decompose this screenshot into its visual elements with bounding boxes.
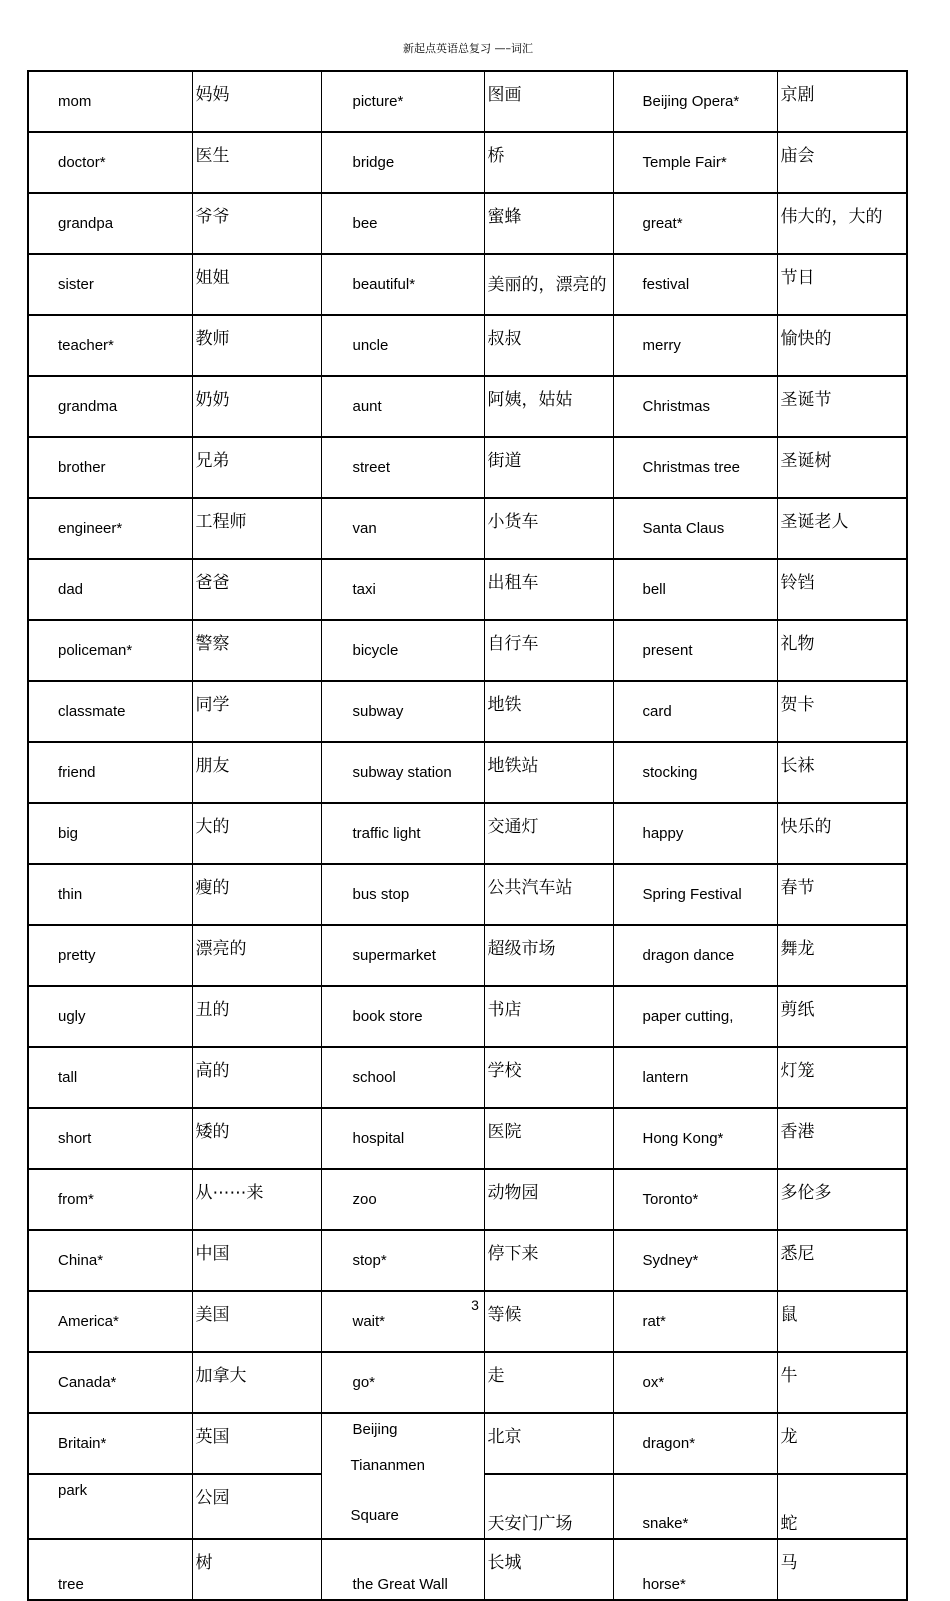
english-word: tall <box>28 1047 192 1108</box>
table-row <box>28 376 907 437</box>
chinese-meaning: 圣诞老人 <box>777 498 907 559</box>
chinese-meaning: 图画 <box>484 71 613 132</box>
chinese-meaning: 工程师 <box>192 498 321 559</box>
table-row <box>28 1230 907 1291</box>
chinese-meaning: 教师 <box>192 315 321 376</box>
table-row <box>28 803 907 864</box>
chinese-meaning: 英国 <box>192 1413 321 1474</box>
chinese-meaning: 牛 <box>777 1352 907 1413</box>
chinese-meaning: 树 <box>192 1539 321 1600</box>
english-word: ox* <box>613 1352 777 1413</box>
table-row <box>28 437 907 498</box>
chinese-meaning: 等候 <box>484 1291 613 1352</box>
english-word: China* <box>28 1230 192 1291</box>
table-row <box>28 864 907 925</box>
chinese-meaning: 圣诞节 <box>777 376 907 437</box>
chinese-meaning: 春节 <box>777 864 907 925</box>
chinese-meaning: 超级市场 <box>484 925 613 986</box>
english-word: mom <box>28 71 192 132</box>
table-row <box>28 498 907 559</box>
english-word: big <box>28 803 192 864</box>
vocabulary-table-body <box>28 71 907 1413</box>
english-word: thin <box>28 864 192 925</box>
chinese-meaning: 铃铛 <box>777 559 907 620</box>
english-word: engineer* <box>28 498 192 559</box>
english-word: dragon* <box>613 1413 777 1474</box>
chinese-meaning: 自行车 <box>484 620 613 681</box>
chinese-meaning: 姐姐 <box>192 254 321 315</box>
chinese-meaning: 出租车 <box>484 559 613 620</box>
english-word: stocking <box>613 742 777 803</box>
english-word: Toronto* <box>613 1169 777 1230</box>
english-word: festival <box>613 254 777 315</box>
chinese-meaning: 悉尼 <box>777 1230 907 1291</box>
table-row <box>28 742 907 803</box>
chinese-meaning: 同学 <box>192 681 321 742</box>
table-row <box>28 315 907 376</box>
english-word: wait* <box>321 1291 484 1352</box>
chinese-meaning: 爸爸 <box>192 559 321 620</box>
chinese-meaning: 快乐的 <box>777 803 907 864</box>
chinese-meaning: 北京 <box>484 1413 613 1474</box>
english-word: Sydney* <box>613 1230 777 1291</box>
page-header: 新起点英语总复习 —–词汇 <box>403 42 533 55</box>
english-word: aunt <box>321 376 484 437</box>
vocabulary-table-tail <box>28 1413 907 1600</box>
page-number: 3 <box>471 1297 479 1313</box>
chinese-meaning: 长城 <box>484 1539 613 1600</box>
english-word-multiline <box>321 1413 484 1539</box>
english-word: rat* <box>613 1291 777 1352</box>
english-word: hospital <box>321 1108 484 1169</box>
english-word: tree <box>28 1539 192 1600</box>
english-word: grandpa <box>28 193 192 254</box>
english-word: short <box>28 1108 192 1169</box>
english-word: school <box>321 1047 484 1108</box>
table-row <box>28 1047 907 1108</box>
english-word: from* <box>28 1169 192 1230</box>
english-word: doctor* <box>28 132 192 193</box>
chinese-meaning: 公园 <box>192 1474 321 1539</box>
english-word: beautiful* <box>321 254 484 315</box>
english-word: subway station <box>321 742 484 803</box>
chinese-meaning: 公共汽车站 <box>484 864 613 925</box>
english-word: picture* <box>321 71 484 132</box>
english-word-line: Tiananmen <box>350 1457 425 1474</box>
chinese-meaning: 加拿大 <box>192 1352 321 1413</box>
chinese-meaning: 大的 <box>192 803 321 864</box>
chinese-meaning: 美丽的，漂亮的 <box>484 254 613 315</box>
english-word: America* <box>28 1291 192 1352</box>
english-word: Canada* <box>28 1352 192 1413</box>
english-word: sister <box>28 254 192 315</box>
english-word: subway <box>321 681 484 742</box>
english-word: go* <box>321 1352 484 1413</box>
english-word: the Great Wall <box>321 1539 484 1600</box>
chinese-meaning: 京剧 <box>777 71 907 132</box>
chinese-meaning: 医院 <box>484 1108 613 1169</box>
chinese-meaning: 地铁 <box>484 681 613 742</box>
chinese-meaning: 马 <box>777 1539 907 1600</box>
chinese-meaning: 朋友 <box>192 742 321 803</box>
english-word: street <box>321 437 484 498</box>
table-row <box>28 254 907 315</box>
english-word: friend <box>28 742 192 803</box>
table-row <box>28 71 907 132</box>
chinese-meaning: 漂亮的 <box>192 925 321 986</box>
english-word: bee <box>321 193 484 254</box>
chinese-meaning: 多伦多 <box>777 1169 907 1230</box>
english-word: Santa Claus <box>613 498 777 559</box>
english-word: ugly <box>28 986 192 1047</box>
english-word-line: Square <box>350 1507 399 1524</box>
table-row <box>28 681 907 742</box>
english-word: merry <box>613 315 777 376</box>
chinese-meaning: 叔叔 <box>484 315 613 376</box>
table-row <box>28 1169 907 1230</box>
english-word: bridge <box>321 132 484 193</box>
english-word: Spring Festival <box>613 864 777 925</box>
chinese-meaning: 阿姨，姑姑 <box>484 376 613 437</box>
chinese-meaning: 礼物 <box>777 620 907 681</box>
english-word: stop* <box>321 1230 484 1291</box>
chinese-meaning: 从⋯⋯来 <box>192 1169 321 1230</box>
english-word: teacher* <box>28 315 192 376</box>
chinese-meaning: 丑的 <box>192 986 321 1047</box>
english-word: park <box>28 1474 192 1539</box>
chinese-meaning: 伟大的，大的 <box>777 193 907 254</box>
table-row <box>28 1539 907 1600</box>
english-word: happy <box>613 803 777 864</box>
chinese-meaning: 蜜蜂 <box>484 193 613 254</box>
chinese-meaning: 兄弟 <box>192 437 321 498</box>
table-row <box>28 132 907 193</box>
english-word: dad <box>28 559 192 620</box>
english-word: present <box>613 620 777 681</box>
chinese-meaning: 天安门广场 <box>484 1474 613 1539</box>
chinese-meaning: 爷爷 <box>192 193 321 254</box>
chinese-meaning: 交通灯 <box>484 803 613 864</box>
english-word: van <box>321 498 484 559</box>
chinese-meaning: 书店 <box>484 986 613 1047</box>
english-word: grandma <box>28 376 192 437</box>
english-word: Britain* <box>28 1413 192 1474</box>
table-row <box>28 986 907 1047</box>
chinese-meaning: 学校 <box>484 1047 613 1108</box>
english-word: book store <box>321 986 484 1047</box>
chinese-meaning: 小货车 <box>484 498 613 559</box>
table-row <box>28 193 907 254</box>
table-row <box>28 1108 907 1169</box>
chinese-meaning: 灯笼 <box>777 1047 907 1108</box>
chinese-meaning: 香港 <box>777 1108 907 1169</box>
english-word: bus stop <box>321 864 484 925</box>
english-word: Christmas <box>613 376 777 437</box>
chinese-meaning: 长袜 <box>777 742 907 803</box>
english-word: Christmas tree <box>613 437 777 498</box>
table-row <box>28 559 907 620</box>
english-word: uncle <box>321 315 484 376</box>
chinese-meaning: 蛇 <box>777 1474 907 1539</box>
english-word: Temple Fair* <box>613 132 777 193</box>
english-word: policeman* <box>28 620 192 681</box>
chinese-meaning: 街道 <box>484 437 613 498</box>
chinese-meaning: 节日 <box>777 254 907 315</box>
chinese-meaning: 地铁站 <box>484 742 613 803</box>
english-word: paper cutting, <box>613 986 777 1047</box>
table-row <box>28 1413 907 1474</box>
chinese-meaning: 中国 <box>192 1230 321 1291</box>
english-word: bell <box>613 559 777 620</box>
english-word: classmate <box>28 681 192 742</box>
chinese-meaning: 动物园 <box>484 1169 613 1230</box>
table-row <box>28 925 907 986</box>
chinese-meaning: 圣诞树 <box>777 437 907 498</box>
english-word: horse* <box>613 1539 777 1600</box>
chinese-meaning: 医生 <box>192 132 321 193</box>
chinese-meaning: 愉快的 <box>777 315 907 376</box>
chinese-meaning: 矮的 <box>192 1108 321 1169</box>
english-word: great* <box>613 193 777 254</box>
chinese-meaning: 瘦的 <box>192 864 321 925</box>
chinese-meaning: 剪纸 <box>777 986 907 1047</box>
english-word: Hong Kong* <box>613 1108 777 1169</box>
english-word: Beijing Opera* <box>613 71 777 132</box>
chinese-meaning: 走 <box>484 1352 613 1413</box>
chinese-meaning: 警察 <box>192 620 321 681</box>
chinese-meaning: 贺卡 <box>777 681 907 742</box>
table-row <box>28 1352 907 1413</box>
english-word: card <box>613 681 777 742</box>
english-word: dragon dance <box>613 925 777 986</box>
chinese-meaning: 美国 <box>192 1291 321 1352</box>
english-word: pretty <box>28 925 192 986</box>
english-word: supermarket <box>321 925 484 986</box>
english-word: lantern <box>613 1047 777 1108</box>
english-word: brother <box>28 437 192 498</box>
english-word: taxi <box>321 559 484 620</box>
chinese-meaning: 停下来 <box>484 1230 613 1291</box>
english-word: bicycle <box>321 620 484 681</box>
english-word: zoo <box>321 1169 484 1230</box>
chinese-meaning: 桥 <box>484 132 613 193</box>
english-word-line: Beijing <box>352 1421 398 1438</box>
chinese-meaning: 鼠 <box>777 1291 907 1352</box>
chinese-meaning: 高的 <box>192 1047 321 1108</box>
english-word: traffic light <box>321 803 484 864</box>
chinese-meaning: 舞龙 <box>777 925 907 986</box>
english-word: snake* <box>613 1474 777 1539</box>
chinese-meaning: 龙 <box>777 1413 907 1474</box>
vocabulary-table <box>27 70 908 1601</box>
chinese-meaning: 妈妈 <box>192 71 321 132</box>
chinese-meaning: 奶奶 <box>192 376 321 437</box>
chinese-meaning: 庙会 <box>777 132 907 193</box>
table-row <box>28 620 907 681</box>
